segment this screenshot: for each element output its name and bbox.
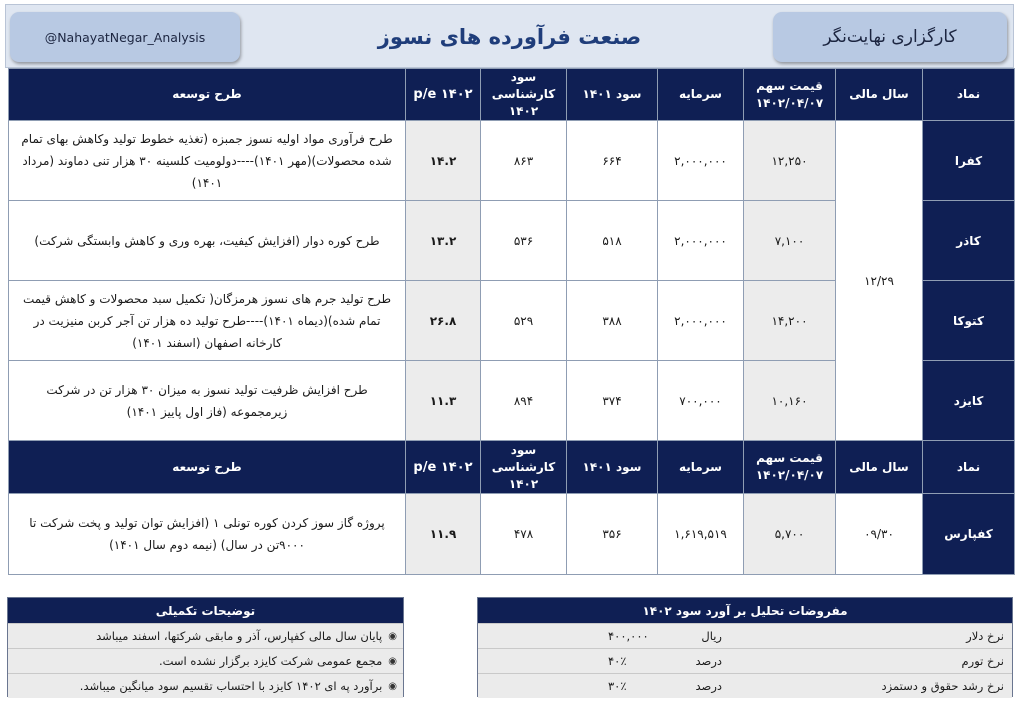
note-text: پایان سال مالی کفپارس، آذر و مابقی شرکتها، اسفند میباشد xyxy=(96,629,383,643)
assumption-row xyxy=(478,648,1012,673)
profit-cell: ۳۵۶ xyxy=(567,494,658,575)
assumptions-box xyxy=(477,597,1013,697)
price-cell: ۱۴,۲۰۰ xyxy=(744,281,836,361)
plan-cell: طرح کوره دوار (افزایش کیفیت، بهره وری و کاهش وابستگی شرکت) xyxy=(9,201,406,281)
col-capital: سرمایه xyxy=(658,441,744,494)
assumption-value: ۳۰٪ xyxy=(608,679,627,693)
fiscal-year-cell: ۰۹/۳۰ xyxy=(836,494,923,575)
brokerage-badge: کارگزاری نهایت‌نگر xyxy=(773,12,1007,62)
table-header-row xyxy=(9,69,1015,121)
symbol-cell: کاذر xyxy=(923,201,1015,281)
price-cell: ۱۰,۱۶۰ xyxy=(744,361,836,441)
assumption-unit: درصد xyxy=(695,679,722,693)
expert-profit-cell: ۵۲۹ xyxy=(481,281,567,361)
profit-cell: ۳۸۸ xyxy=(567,281,658,361)
col-price-line2: ۱۴۰۲/۰۴/۰۷ xyxy=(755,95,824,110)
col-capital: سرمایه xyxy=(658,69,744,121)
profit-cell: ۵۱۸ xyxy=(567,201,658,281)
symbol-cell: کایزد xyxy=(923,361,1015,441)
col-pe: p/e ۱۴۰۲ xyxy=(406,69,481,121)
symbol-cell: کفپارس xyxy=(923,494,1015,575)
industry-table xyxy=(8,68,1015,575)
col-price-line1: قیمت سهم xyxy=(756,451,823,465)
table-header-row xyxy=(9,441,1015,494)
symbol-cell: کتوکا xyxy=(923,281,1015,361)
assumption-row xyxy=(478,623,1012,648)
col-profit-1401: سود ۱۴۰۱ xyxy=(567,69,658,121)
col-profit-1401: سود ۱۴۰۱ xyxy=(567,441,658,494)
col-fiscal-year: سال مالی xyxy=(836,441,923,494)
col-expert-profit xyxy=(481,69,567,121)
assumption-name: نرخ رشد حقوق و دستمزد xyxy=(881,679,1004,693)
col-expert-line2: ۱۴۰۲ xyxy=(508,476,539,491)
col-expert-line1: سود کارشناسی xyxy=(491,70,556,101)
note-text: برآورد په ای ۱۴۰۲ کایزد با احتساب تقسیم سود میانگین میباشد. xyxy=(79,679,383,693)
bullet-icon: ◉ xyxy=(388,680,397,692)
handle-badge: @NahayatNegar_Analysis xyxy=(10,12,240,62)
notes-box xyxy=(7,597,404,697)
assumption-name: نرخ تورم xyxy=(961,654,1004,668)
page-title: صنعت فرآورده های نسوز xyxy=(377,25,642,49)
note-item xyxy=(8,623,403,648)
assumption-value: ۴۰٪ xyxy=(608,654,627,668)
pe-cell: ۲۶.۸ xyxy=(406,281,481,361)
note-item xyxy=(8,648,403,673)
capital-cell: ۱,۶۱۹,۵۱۹ xyxy=(658,494,744,575)
col-expert-line1: سود کارشناسی xyxy=(491,442,556,474)
col-expert-line2: ۱۴۰۲ xyxy=(508,104,539,118)
assumptions-title: مفروضات تحلیل بر آورد سود ۱۴۰۲ xyxy=(478,598,1012,623)
price-cell: ۵,۷۰۰ xyxy=(744,494,836,575)
bullet-icon: ◉ xyxy=(388,630,397,642)
col-symbol: نماد xyxy=(923,441,1015,494)
plan-cell: طرح تولید جرم های نسوز هرمزگان( تکمیل سبد محصولات و کاهش قیمت تمام شده)(دیماه ۱۴۰۱)----طرح تولید ده هزار تن آجر کربن منیزیت در کارخانه اصفهان (اسفند ۱۴۰۱) xyxy=(9,281,406,361)
pe-cell: ۱۱.۳ xyxy=(406,361,481,441)
assumption-value: ۴۰۰,۰۰۰ xyxy=(608,629,649,643)
plan-cell: طرح فرآوری مواد اولیه نسوز جمبزه (تغذیه خطوط تولید وکاهش بهای تمام شده محصولات)(مهر ۱۴۰۱)----دولومیت کلسینه ۳۰ هزار تنی دماوند (مرداد ۱۴۰۱) xyxy=(9,121,406,201)
symbol-cell: کفرا xyxy=(923,121,1015,201)
pe-cell: ۱۴.۲ xyxy=(406,121,481,201)
plan-cell: طرح افزایش ظرفیت تولید نسوز به میزان ۳۰ هزار تن در شرکت زیرمجموعه (فاز اول پاییز ۱۴۰۱) xyxy=(9,361,406,441)
col-plan: طرح توسعه xyxy=(9,69,406,121)
col-price xyxy=(744,69,836,121)
profit-cell: ۳۷۴ xyxy=(567,361,658,441)
capital-cell: ۲,۰۰۰,۰۰۰ xyxy=(658,281,744,361)
col-expert-profit xyxy=(481,441,567,494)
col-price xyxy=(744,441,836,494)
assumption-name: نرخ دلار xyxy=(966,629,1004,643)
bullet-icon: ◉ xyxy=(388,655,397,667)
plan-cell: پروژه گاز سوز کردن کوره تونلی ۱ (افزایش توان تولید و پخت شرکت تا ۹۰۰۰تن در سال) (نیمه دوم سال ۱۴۰۱) xyxy=(9,494,406,575)
price-cell: ۷,۱۰۰ xyxy=(744,201,836,281)
table-row xyxy=(9,121,1015,201)
pe-cell: ۱۳.۲ xyxy=(406,201,481,281)
expert-profit-cell: ۴۷۸ xyxy=(481,494,567,575)
expert-profit-cell: ۸۹۴ xyxy=(481,361,567,441)
col-symbol: نماد xyxy=(923,69,1015,121)
note-item xyxy=(8,673,403,698)
table-row xyxy=(9,494,1015,575)
capital-cell: ۲,۰۰۰,۰۰۰ xyxy=(658,201,744,281)
note-text: مجمع عمومی شرکت کایزد برگزار نشده است. xyxy=(158,654,383,668)
expert-profit-cell: ۸۶۳ xyxy=(481,121,567,201)
assumption-unit: درصد xyxy=(695,654,722,668)
capital-cell: ۲,۰۰۰,۰۰۰ xyxy=(658,121,744,201)
capital-cell: ۷۰۰,۰۰۰ xyxy=(658,361,744,441)
pe-cell: ۱۱.۹ xyxy=(406,494,481,575)
col-price-line1: قیمت سهم xyxy=(756,78,823,93)
notes-title: توضیحات تکمیلی xyxy=(8,598,403,623)
expert-profit-cell: ۵۳۶ xyxy=(481,201,567,281)
col-pe: p/e ۱۴۰۲ xyxy=(406,441,481,494)
col-price-line2: ۱۴۰۲/۰۴/۰۷ xyxy=(755,468,824,482)
assumption-row xyxy=(478,673,1012,698)
col-fiscal-year: سال مالی xyxy=(836,69,923,121)
profit-cell: ۶۶۴ xyxy=(567,121,658,201)
col-plan: طرح توسعه xyxy=(9,441,406,494)
assumption-unit: ریال xyxy=(701,629,722,643)
fiscal-year-cell: ۱۲/۲۹ xyxy=(836,121,923,441)
page-header xyxy=(5,4,1014,68)
price-cell: ۱۲,۲۵۰ xyxy=(744,121,836,201)
